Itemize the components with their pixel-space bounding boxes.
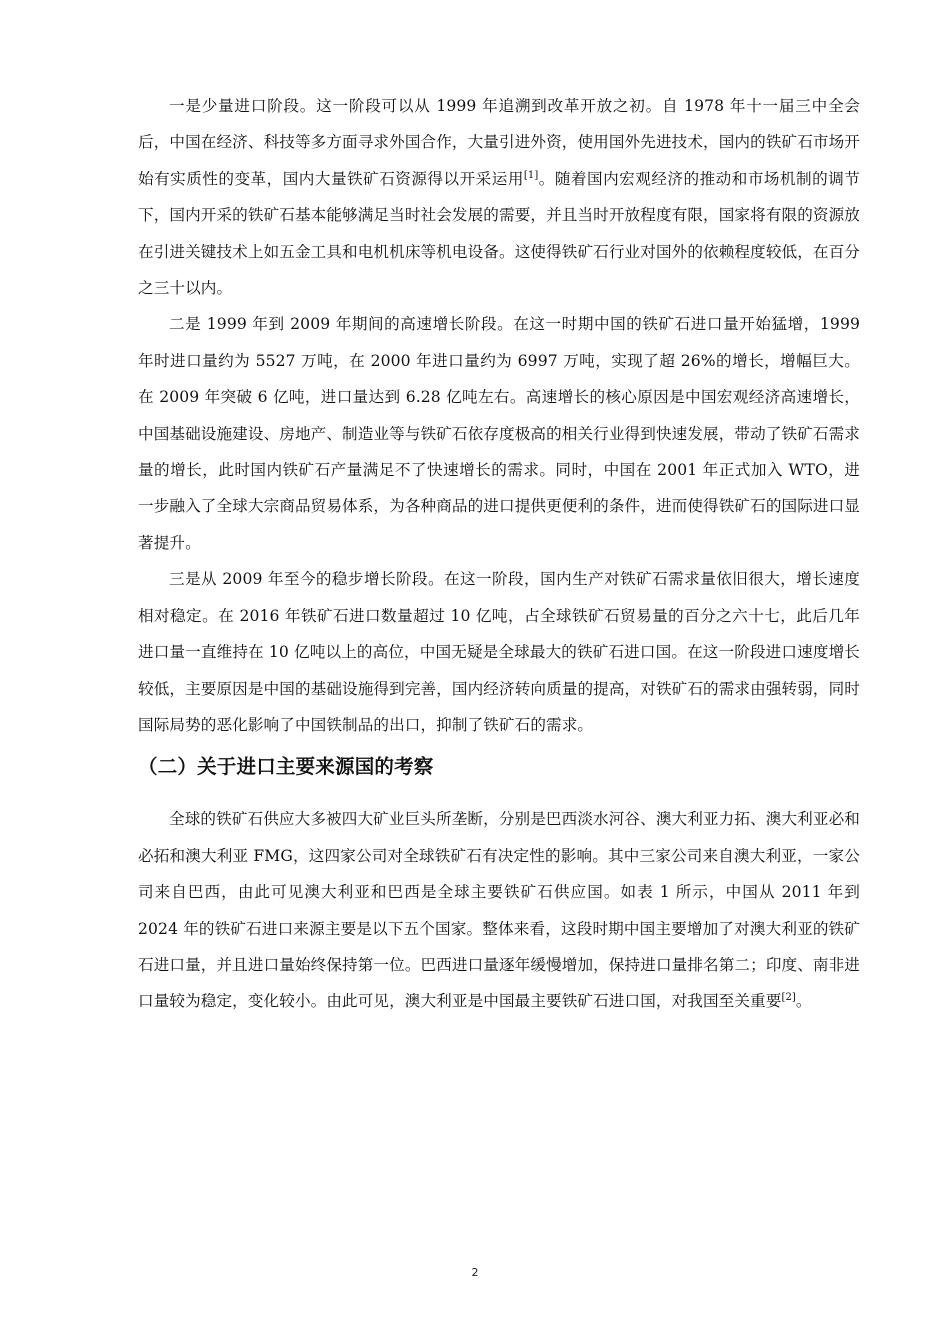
- paragraph-text: 。随着国内宏观经济的推动和市场机制的调节下，国内开采的铁矿石基本能够满足当时社会发展的需要，并且当时开放程度有限，国家将有限的资源放在引进关键技术上如五金工具和电机机床等机电设备。这使得铁矿石行业对国外的依赖程度较低，在百分之三十以内。: [138, 169, 860, 298]
- paragraph-stage-one: [138, 88, 860, 306]
- paragraph-source-countries: [138, 801, 860, 1019]
- citation-ref: [1]: [523, 169, 539, 181]
- page-number: 2: [471, 1266, 479, 1279]
- document-body: [138, 88, 860, 1020]
- paragraph-stage-two: 二是 1999 年到 2009 年期间的高速增长阶段。在这一时期中国的铁矿石进口量开始猛增，1999 年时进口量约为 5527 万吨，在 2000 年进口量约为 6997 万吨，实现了超 26%的增长，增幅巨大。在 2009 年突破 6 亿吨，进口量达到 6.28 亿吨左右。高速增长的核心原因是中国宏观经济高速增长，中国基础设施建设、房地产、制造业等与铁矿石依存度极高的相关行业得到快速发展，带动了铁矿石需求量的增长，此时国内铁矿石产量满足不了快速增长的需求。同时，中国在 2001 年正式加入 WTO，进一步融入了全球大宗商品贸易体系，为各种商品的进口提供更便利的条件，进而使得铁矿石的国际进口显著提升。: [138, 315, 860, 552]
- paragraph-stage-three: 三是从 2009 年至今的稳步增长阶段。在这一阶段，国内生产对铁矿石需求量依旧很大，增长速度相对稳定。在 2016 年铁矿石进口数量超过 10 亿吨，占全球铁矿石贸易量的百分之六十七，此后几年进口量一直维持在 10 亿吨以上的高位，中国无疑是全球最大的铁矿石进口国。在这一阶段进口速度增长较低，主要原因是中国的基础设施得到完善，国内经济转向质量的提高，对铁矿石的需求由强转弱，同时国际局势的恶化影响了中国铁制品的出口，抑制了铁矿石的需求。: [138, 570, 860, 734]
- paragraph-text: 一是少量进口阶段。这一阶段可以从 1999 年追溯到改革开放之初。自 1978 年十一届三中全会后，中国在经济、科技等多方面寻求外国合作，大量引进外资，使用国外先进技术，国内的铁矿石市场开始有实质性的变革，国内大量铁矿石资源得以开采运用: [138, 97, 860, 188]
- section-heading: （二）关于进口主要来源国的考察: [138, 755, 434, 779]
- paragraph-text: 。: [795, 992, 812, 1011]
- paragraph-text: 全球的铁矿石供应大多被四大矿业巨头所垄断，分别是巴西淡水河谷、澳大利亚力拓、澳大利亚必和必拓和澳大利亚 FMG，这四家公司对全球铁矿石有决定性的影响。其中三家公司来自澳大利亚，一家公司来自巴西，由此可见澳大利亚和巴西是全球主要铁矿石供应国。如表 1 所示，中国从 2011 年到 2024 年的铁矿石进口来源主要是以下五个国家。整体来看，这段时期中国主要增加了对澳大利亚的铁矿石进口量，并且进口量始终保持第一位。巴西进口量逐年缓慢增加，保持进口量排名第二；印度、南非进口量较为稳定，变化较小。由此可见，澳大利亚是中国最主要铁矿石进口国，对我国至关重要: [138, 810, 860, 1011]
- citation-ref: [2]: [781, 992, 796, 1004]
